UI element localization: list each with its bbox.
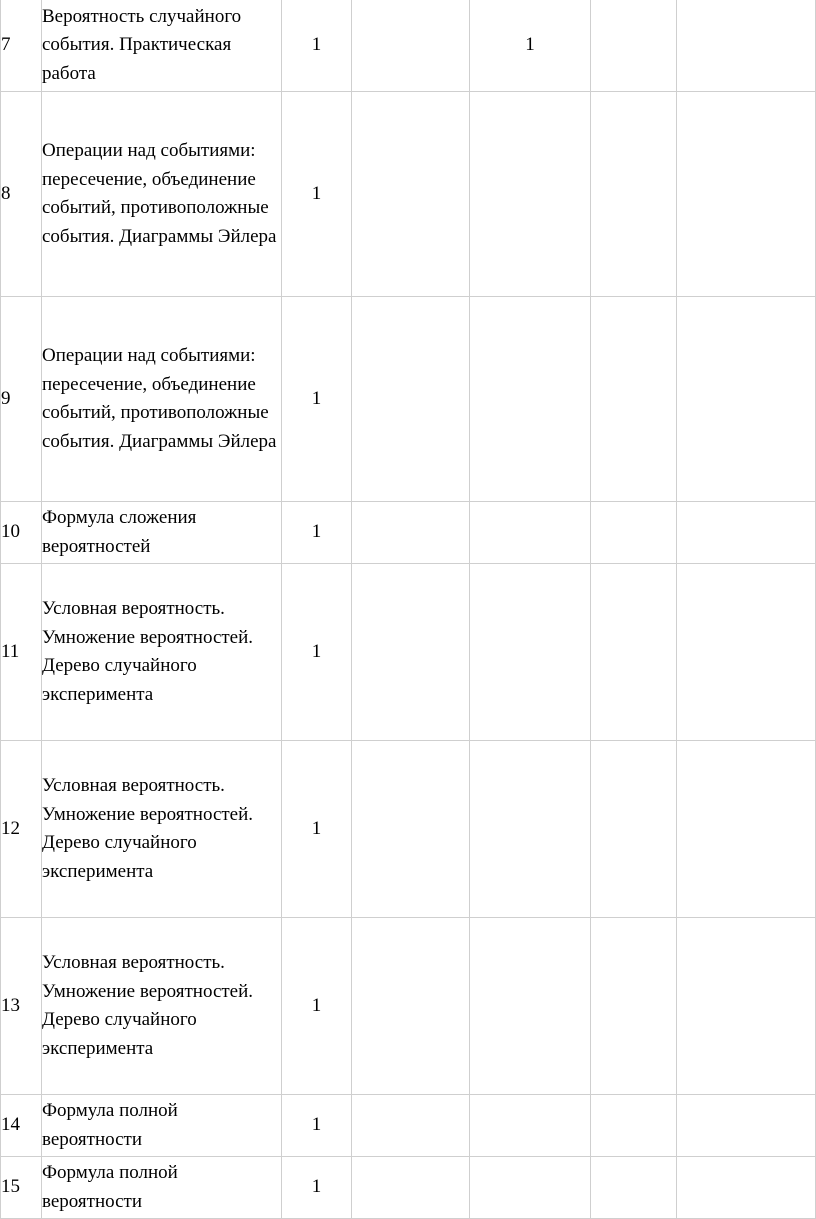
lesson-hours: 1 [282, 741, 352, 918]
date-cell [591, 92, 677, 297]
practical-works-cell [470, 502, 591, 564]
lesson-hours: 1 [282, 918, 352, 1095]
lesson-number: 9 [1, 297, 42, 502]
date-cell [591, 741, 677, 918]
lesson-number: 13 [1, 918, 42, 1095]
note-cell [677, 502, 816, 564]
lesson-hours: 1 [282, 502, 352, 564]
lesson-topic: Условная вероятность. Умножение вероятностей. Дерево случайного эксперимента [42, 918, 282, 1095]
date-cell [591, 918, 677, 1095]
practical-works-cell [470, 918, 591, 1095]
lesson-number: 8 [1, 92, 42, 297]
table-row [1, 741, 816, 918]
lesson-topic: Условная вероятность. Умножение вероятностей. Дерево случайного эксперимента [42, 564, 282, 741]
note-cell [677, 918, 816, 1095]
control-works-cell [352, 564, 470, 741]
table-row [1, 297, 816, 502]
table-row [1, 918, 816, 1095]
lesson-number: 14 [1, 1095, 42, 1157]
note-cell [677, 741, 816, 918]
table-row [1, 1095, 816, 1157]
note-cell [677, 564, 816, 741]
practical-works-cell [470, 297, 591, 502]
lesson-hours: 1 [282, 0, 352, 92]
note-cell [677, 297, 816, 502]
lesson-topic: Условная вероятность. Умножение вероятностей. Дерево случайного эксперимента [42, 741, 282, 918]
table-row [1, 0, 816, 92]
control-works-cell [352, 918, 470, 1095]
practical-works-cell [470, 1095, 591, 1157]
note-cell [677, 0, 816, 92]
table-row [1, 564, 816, 741]
note-cell [677, 1095, 816, 1157]
lesson-number: 11 [1, 564, 42, 741]
control-works-cell [352, 0, 470, 92]
control-works-cell [352, 1095, 470, 1157]
control-works-cell [352, 297, 470, 502]
note-cell [677, 1157, 816, 1219]
practical-works-cell [470, 1157, 591, 1219]
date-cell [591, 502, 677, 564]
lesson-topic: Формула сложения вероятностей [42, 502, 282, 564]
lesson-hours: 1 [282, 1095, 352, 1157]
control-works-cell [352, 1157, 470, 1219]
table-row [1, 1157, 816, 1219]
note-cell [677, 92, 816, 297]
lesson-number: 10 [1, 502, 42, 564]
lesson-hours: 1 [282, 1157, 352, 1219]
practical-works-cell [470, 92, 591, 297]
practical-works-cell: 1 [470, 0, 591, 92]
lesson-number: 7 [1, 0, 42, 92]
lesson-number: 15 [1, 1157, 42, 1219]
lesson-topic: Формула полной вероятности [42, 1157, 282, 1219]
lesson-topic: Формула полной вероятности [42, 1095, 282, 1157]
practical-works-cell [470, 564, 591, 741]
table-row [1, 502, 816, 564]
lesson-topic: Операции над событиями: пересечение, объединение событий, противоположные события. Диаграммы Эйлера [42, 297, 282, 502]
date-cell [591, 0, 677, 92]
lesson-hours: 1 [282, 92, 352, 297]
control-works-cell [352, 741, 470, 918]
control-works-cell [352, 92, 470, 297]
lesson-topic: Вероятность случайного события. Практическая работа [42, 0, 282, 92]
lesson-topic: Операции над событиями: пересечение, объединение событий, противоположные события. Диаграммы Эйлера [42, 92, 282, 297]
lesson-number: 12 [1, 741, 42, 918]
date-cell [591, 1095, 677, 1157]
control-works-cell [352, 502, 470, 564]
lesson-hours: 1 [282, 564, 352, 741]
lesson-hours: 1 [282, 297, 352, 502]
date-cell [591, 564, 677, 741]
practical-works-cell [470, 741, 591, 918]
date-cell [591, 1157, 677, 1219]
table-row [1, 92, 816, 297]
date-cell [591, 297, 677, 502]
